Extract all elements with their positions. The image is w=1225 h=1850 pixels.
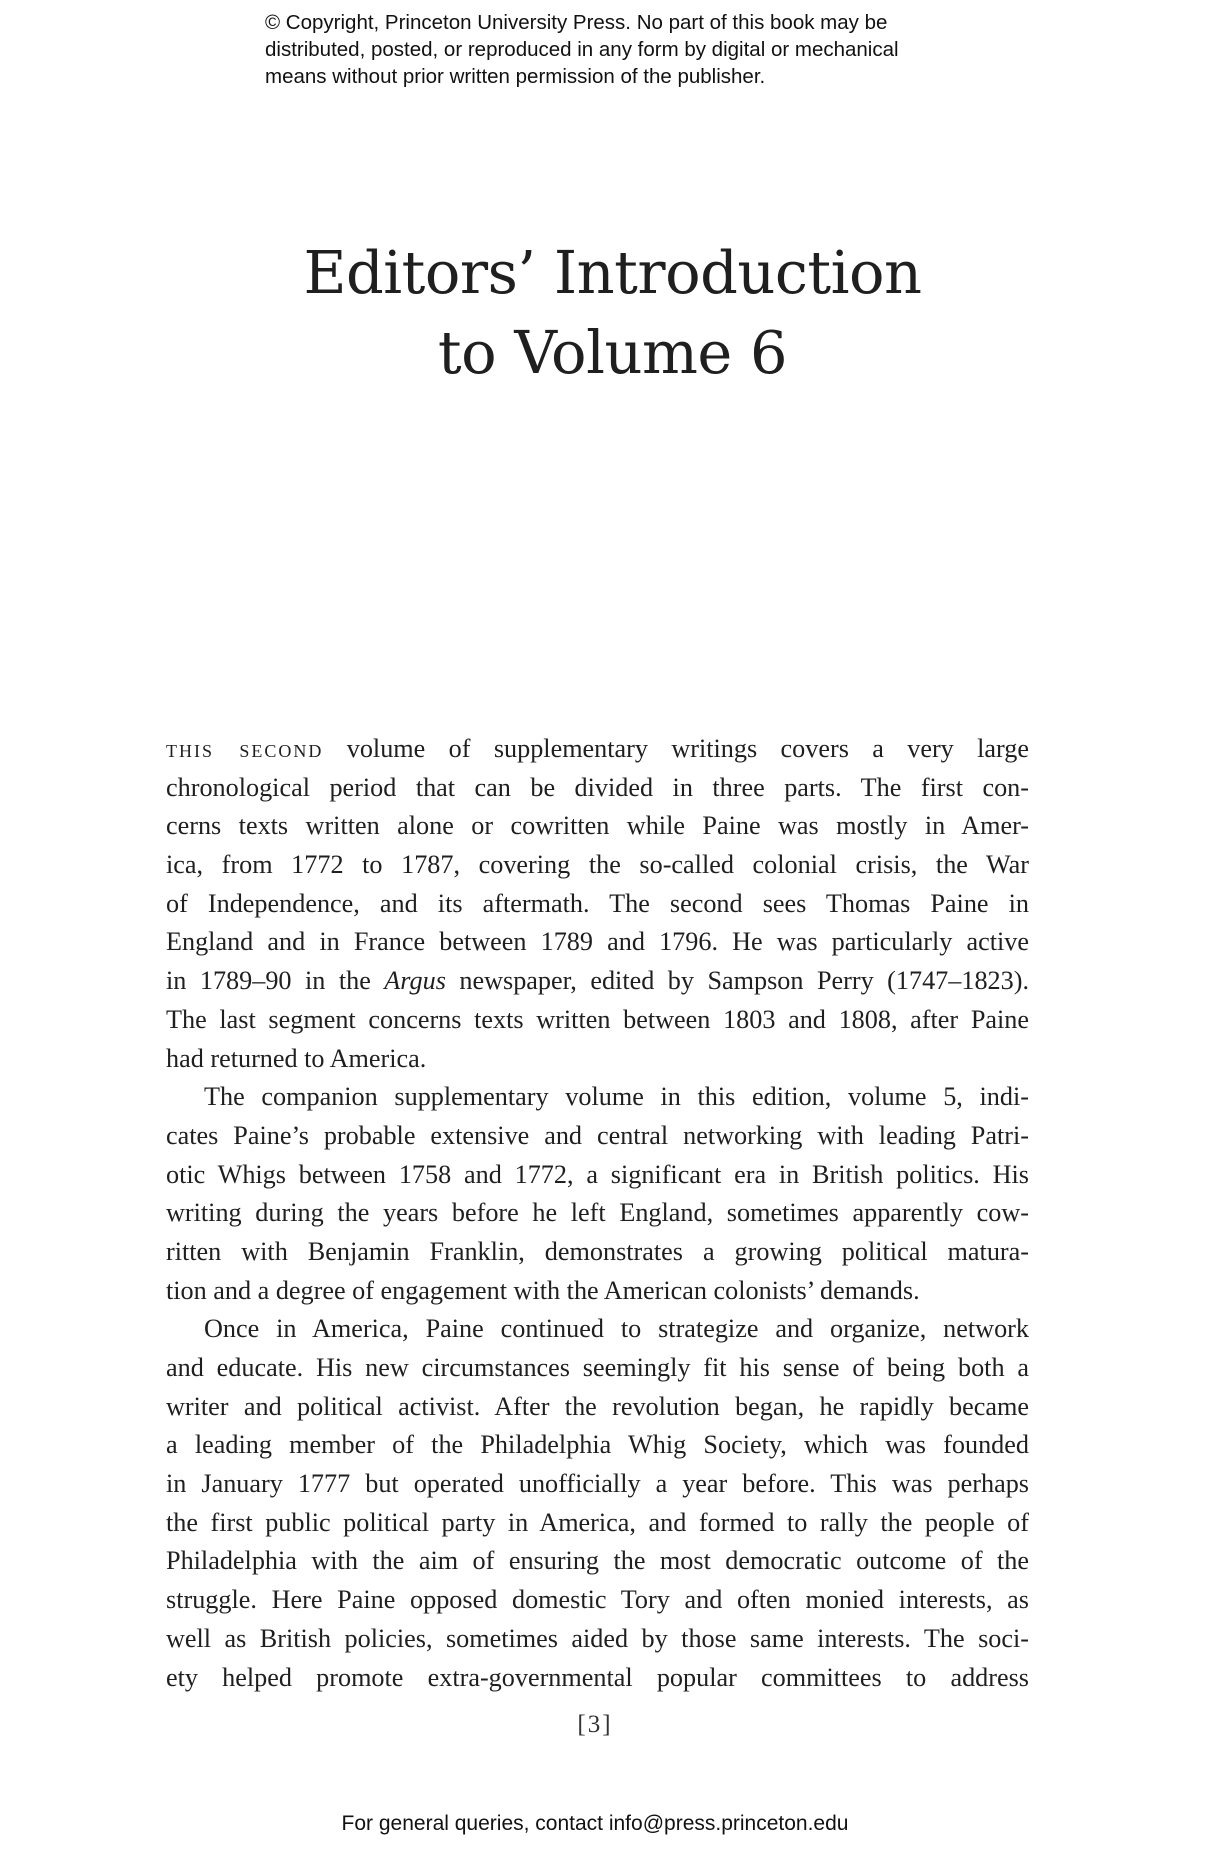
body-line [166, 923, 1029, 962]
body-line [166, 1040, 1029, 1079]
body-line [166, 1581, 1029, 1620]
body-line [166, 962, 1029, 1001]
body-line-text: otic Whigs between 1758 and 1772, a significant era in British politics. His [166, 1159, 1029, 1189]
body-line-text: writer and political activist. After the revolution began, he rapidly became [166, 1391, 1029, 1421]
chapter-title-line: to Volume 6 [437, 318, 788, 387]
body-line [166, 807, 1029, 846]
italic-title: Argus [384, 966, 446, 996]
body-line [166, 1272, 1029, 1311]
body-line [166, 1388, 1029, 1427]
body-line-text: Once in America, Paine continued to strategize and organize, network [204, 1314, 1029, 1344]
body-line [166, 1001, 1029, 1040]
opening-smallcaps: this second [166, 734, 324, 763]
body-line-text: ety helped promote extra-governmental popular committees to address [166, 1662, 1029, 1692]
body-line [166, 1659, 1029, 1698]
body-line [166, 1078, 1029, 1117]
chapter-title-line: Editors’ Introduction [303, 238, 922, 307]
footer-contact: For general queries, contact info@press.princeton.edu [341, 1812, 849, 1835]
body-line-text: had returned to America. [166, 1043, 427, 1073]
body-line [166, 1542, 1029, 1581]
body-line-text: and educate. His new circumstances seemingly fit his sense of being both a [166, 1353, 1029, 1382]
body-line [166, 1620, 1029, 1659]
body-line [166, 1465, 1029, 1504]
body-line-text: tion and a degree of engagement with the American colonists’ demands. [166, 1275, 920, 1305]
body-line-text: of Independence, and its aftermath. The second sees Thomas Paine in [166, 888, 1029, 918]
body-line [166, 885, 1029, 924]
body-line-text: cates Paine’s probable extensive and central networking with leading Patri- [166, 1120, 1029, 1150]
copyright-notice [265, 9, 985, 90]
body-line-text: in 1789–90 in the [166, 966, 385, 996]
body-line [166, 1233, 1029, 1272]
body-line-text: The last segment concerns texts written between 1803 and 1808, after Paine [166, 1004, 1029, 1034]
copyright-line: distributed, posted, or reproduced in any form by digital or mechanical [265, 38, 899, 61]
body-line-text: a leading member of the Philadelphia Whig Society, which was founded [166, 1430, 1029, 1460]
body-line [166, 1156, 1029, 1195]
body-line-text: the first public political party in America, and formed to rally the people of [166, 1507, 1029, 1537]
body-line-text: well as British policies, sometimes aided by those same interests. The soci- [166, 1623, 1029, 1653]
body-line-text: cerns texts written alone or cowritten while Paine was mostly in Amer- [166, 811, 1029, 841]
copyright-line: © Copyright, Princeton University Press. No part of this book may be [265, 11, 888, 34]
body-line-text: Philadelphia with the aim of ensuring the most democratic outcome of the [166, 1546, 1029, 1576]
body-line [166, 730, 1029, 769]
body-line [166, 1194, 1029, 1233]
body-line-text: struggle. Here Paine opposed domestic Tory and often monied interests, as [166, 1585, 1029, 1615]
body-line-text: volume of supplementary writings covers a very large [323, 734, 1029, 763]
body-line-text: newspaper, edited by Sampson Perry (1747–1823). [445, 966, 1029, 996]
body-line [166, 1426, 1029, 1465]
body-line [166, 1504, 1029, 1543]
body-line [166, 769, 1029, 808]
body-line-text: The companion supplementary volume in this edition, volume 5, indi- [204, 1082, 1029, 1112]
body-line-text: England and in France between 1789 and 1796. He was particularly active [166, 927, 1029, 957]
body-line [166, 1349, 1029, 1388]
chapter-title [0, 233, 1225, 393]
body-line [166, 1117, 1029, 1156]
body-line-text: writing during the years before he left England, sometimes apparently cow- [166, 1198, 1029, 1228]
body-text [166, 730, 1029, 1697]
body-line [166, 846, 1029, 885]
body-line [166, 1310, 1029, 1349]
copyright-line: means without prior written permission of the publisher. [265, 65, 766, 88]
body-line-text: chronological period that can be divided in three parts. The first con- [166, 772, 1029, 802]
body-line-text: in January 1777 but operated unofficially a year before. This was perhaps [166, 1469, 1029, 1499]
body-line-text: ica, from 1772 to 1787, covering the so-called colonial crisis, the War [166, 850, 1029, 880]
body-line-text: ritten with Benjamin Franklin, demonstrates a growing political matura- [166, 1236, 1029, 1266]
page-number: [3] [577, 1711, 613, 1738]
